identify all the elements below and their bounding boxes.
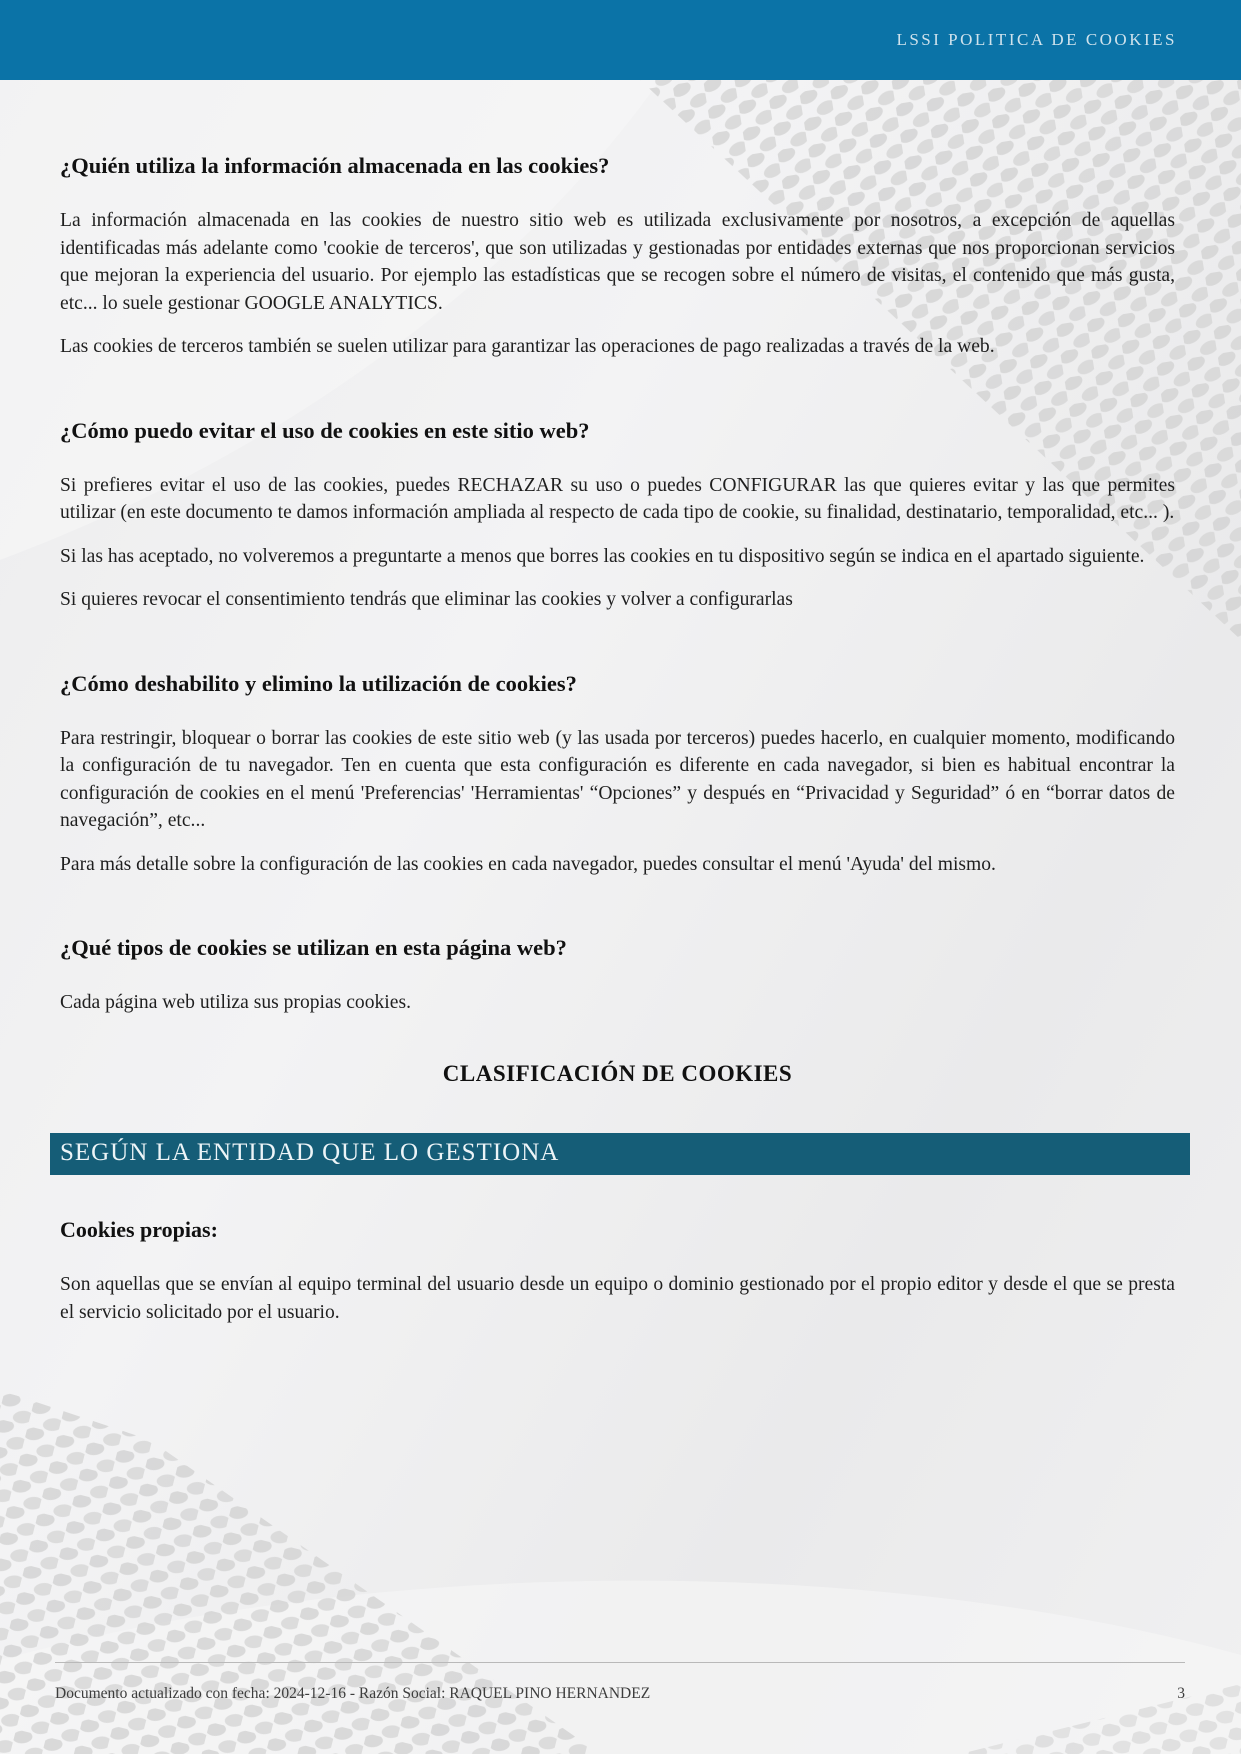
footer-text: Documento actualizado con fecha: 2024-12-16 - Razón Social: RAQUEL PINO HERNANDEZ (55, 1685, 651, 1702)
paragraph: Para más detalle sobre la configuración de las cookies en cada navegador, puedes consultar el menú 'Ayuda' del mismo. (60, 853, 996, 875)
paragraph: Si prefieres evitar el uso de las cookies, puedes RECHAZAR su uso o puedes CONFIGURAR las que quieres evitar y las que permites utilizar (en este documento te damos información ampliada al respecto de cada tipo de cookie, su finalidad, destinatario, temporalidad, etc... ). (60, 474, 1175, 523)
classification-title: CLASIFICACIÓN DE COOKIES (442, 1060, 793, 1086)
section-heading: ¿Cómo puedo evitar el uso de cookies en este sitio web? (60, 417, 590, 443)
paragraph: Para restringir, bloquear o borrar las cookies de este sitio web (y las usada por terceros) puedes hacerlo, en cualquier momento, modificando la configuración de tu navegador. Ten en cuenta que esta configuración es diferente en cada navegador, si bien es habitual encontrar la configuración de cookies en el menú 'Preferencias' 'Herramientas' “Opciones” y después en “Privacidad y Seguridad” ó en “borrar datos de navegación”, etc... (60, 727, 1175, 831)
page-footer (55, 1662, 1185, 1703)
section-heading: ¿Cómo deshabilito y elimino la utilización de cookies? (60, 670, 577, 696)
page-header (0, 0, 1241, 80)
section-avoid-cookies (60, 417, 1175, 614)
paragraph: Son aquellas que se envían al equipo terminal del usuario desde un equipo o dominio gestionado por el propio editor y desde el que se presta el servicio solicitado por el usuario. (60, 1274, 1175, 1323)
paragraph: La información almacenada en las cookies de nuestro sitio web es utilizada exclusivamente por nosotros, a excepción de aquellas identificadas más adelante como 'cookie de terceros', que son utilizadas y gestionadas por entidades externas que nos proporcionan servicios que mejoran la experiencia del usuario. Por ejemplo las estadísticas que se recogen sobre el número de visitas, el contenido que más gusta, etc... lo suele gestionar GOOGLE ANALYTICS. (60, 210, 1175, 314)
header-title: LSSI POLITICA DE COOKIES (896, 30, 1177, 49)
page-number: 3 (1177, 1685, 1185, 1702)
section-banner (50, 1133, 1190, 1176)
paragraph: Cada página web utiliza sus propias cookies. (60, 992, 411, 1013)
document-body (60, 80, 1175, 1342)
section-who-uses-cookies (60, 152, 1175, 361)
paragraph: Si las has aceptado, no volveremos a preguntarte a menos que borres las cookies en tu dispositivo según se indica en el apartado siguiente. (60, 545, 1145, 567)
paragraph: Si quieres revocar el consentimiento tendrás que eliminar las cookies y volver a configurarlas (60, 589, 793, 610)
section-heading: ¿Qué tipos de cookies se utilizan en esta página web? (60, 935, 567, 960)
section-heading: ¿Quién utiliza la información almacenada en las cookies? (60, 153, 610, 178)
paragraph: Las cookies de terceros también se suelen utilizar para garantizar las operaciones de pago realizadas a través de la web. (60, 336, 995, 357)
section-disable-delete-cookies (60, 670, 1175, 879)
banner-label: SEGÚN LA ENTIDAD QUE LO GESTIONA (60, 1138, 560, 1166)
section-cookie-types (60, 934, 1175, 1017)
subsection-heading: Cookies propias: (60, 1217, 218, 1242)
